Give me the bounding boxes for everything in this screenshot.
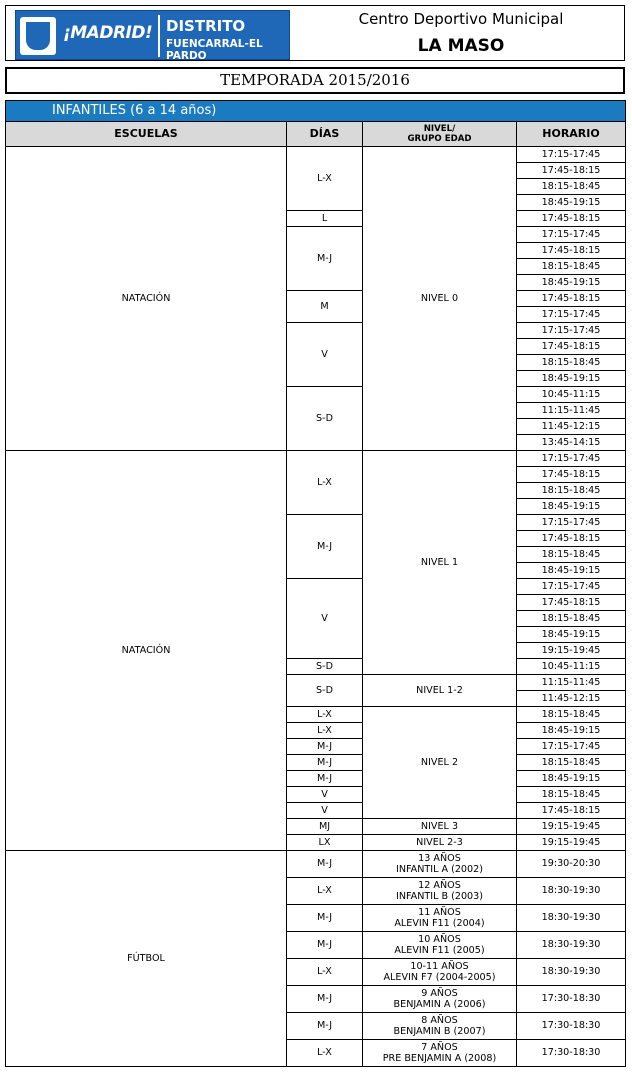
age-text: 12 AÑOS xyxy=(418,880,461,891)
time-cell: 18:45-19:15 xyxy=(517,771,626,787)
group-text: PRE BENJAMIN A (2008) xyxy=(382,1053,497,1064)
days-cell: M-J xyxy=(287,227,363,291)
time-cell: 18:30-19:30 xyxy=(517,878,626,905)
days-cell: S-D xyxy=(287,675,363,707)
days-cell: S-D xyxy=(287,659,363,675)
days-cell: M-J xyxy=(287,1013,363,1040)
time-cell: 17:15-17:45 xyxy=(517,307,626,323)
days-cell: M-J xyxy=(287,851,363,878)
section-title: INFANTILES (6 a 14 años) xyxy=(6,101,626,122)
time-cell: 19:30-20:30 xyxy=(517,851,626,878)
group-text: ALEVIN F11 (2005) xyxy=(394,945,485,956)
time-cell: 11:45-12:15 xyxy=(517,691,626,707)
days-cell: V xyxy=(287,803,363,819)
time-cell: 17:30-18:30 xyxy=(517,986,626,1013)
days-cell: V xyxy=(287,787,363,803)
column-header-nivel-line1: NIVEL/ xyxy=(423,124,456,134)
page-header xyxy=(5,5,625,61)
time-cell: 17:15-17:45 xyxy=(517,579,626,595)
days-cell: MJ xyxy=(287,819,363,835)
age-group-cell xyxy=(363,986,517,1013)
time-cell: 19:15-19:45 xyxy=(517,643,626,659)
days-cell: L-X xyxy=(287,723,363,739)
days-cell: L-X xyxy=(287,959,363,986)
time-cell: 18:15-18:45 xyxy=(517,611,626,627)
column-header-nivel-line2: GRUPO EDAD xyxy=(407,134,472,144)
time-cell: 18:30-19:30 xyxy=(517,959,626,986)
time-cell: 11:15-11:45 xyxy=(517,675,626,691)
age-group-cell xyxy=(363,932,517,959)
time-cell: 18:15-18:45 xyxy=(517,355,626,371)
time-cell: 11:15-11:45 xyxy=(517,403,626,419)
time-cell: 18:30-19:30 xyxy=(517,932,626,959)
header-subtitle: Centro Deportivo Municipal xyxy=(358,10,564,28)
age-group-cell xyxy=(363,1040,517,1067)
level-cell: NIVEL 1-2 xyxy=(363,675,517,707)
time-cell: 18:45-19:15 xyxy=(517,499,626,515)
days-cell: M-J xyxy=(287,932,363,959)
age-group-cell xyxy=(363,905,517,932)
days-cell: L xyxy=(287,211,363,227)
time-cell: 17:15-17:45 xyxy=(517,515,626,531)
level-cell: NIVEL 2-3 xyxy=(363,835,517,851)
time-cell: 17:30-18:30 xyxy=(517,1013,626,1040)
level-cell: NIVEL 0 xyxy=(363,147,517,451)
days-cell: M-J xyxy=(287,739,363,755)
days-cell: LX xyxy=(287,835,363,851)
age-text: 10-11 AÑOS xyxy=(410,961,469,972)
days-cell: L-X xyxy=(287,451,363,515)
column-header-nivel xyxy=(363,122,517,147)
column-header-row xyxy=(6,122,626,147)
level-cell: NIVEL 3 xyxy=(363,819,517,835)
column-header-escuelas: ESCUELAS xyxy=(6,122,287,147)
time-cell: 18:45-19:15 xyxy=(517,275,626,291)
age-group-cell xyxy=(363,878,517,905)
column-header-horario: HORARIO xyxy=(517,122,626,147)
time-cell: 10:45-11:15 xyxy=(517,387,626,403)
days-cell: M-J xyxy=(287,986,363,1013)
time-cell: 17:45-18:15 xyxy=(517,243,626,259)
time-cell: 17:45-18:15 xyxy=(517,339,626,355)
group-text: ALEVIN F11 (2004) xyxy=(394,918,485,929)
time-cell: 18:45-19:15 xyxy=(517,371,626,387)
time-cell: 18:15-18:45 xyxy=(517,787,626,803)
time-cell: 18:15-18:45 xyxy=(517,707,626,723)
time-cell: 18:45-19:15 xyxy=(517,195,626,211)
age-text: 10 AÑOS xyxy=(418,934,461,945)
age-group-cell xyxy=(363,959,517,986)
days-cell: V xyxy=(287,323,363,387)
level-cell: NIVEL 1 xyxy=(363,451,517,675)
age-text: 7 AÑOS xyxy=(421,1042,458,1053)
days-cell: V xyxy=(287,579,363,659)
time-cell: 17:45-18:15 xyxy=(517,291,626,307)
time-cell: 13:45-14:15 xyxy=(517,435,626,451)
time-cell: 18:15-18:45 xyxy=(517,547,626,563)
days-cell: L-X xyxy=(287,878,363,905)
time-cell: 18:15-18:45 xyxy=(517,259,626,275)
logo-madrid-text: ¡MADRID! xyxy=(63,23,153,43)
group-text: BENJAMIN A (2006) xyxy=(393,999,486,1010)
age-text: 8 AÑOS xyxy=(421,1015,458,1026)
season-title: TEMPORADA 2015/2016 xyxy=(5,67,625,94)
days-cell: M-J xyxy=(287,515,363,579)
days-cell: S-D xyxy=(287,387,363,451)
age-text: 9 AÑOS xyxy=(421,988,458,999)
time-cell: 18:45-19:15 xyxy=(517,723,626,739)
school-cell: FÚTBOL xyxy=(6,851,287,1067)
time-cell: 18:15-18:45 xyxy=(517,755,626,771)
time-cell: 17:45-18:15 xyxy=(517,467,626,483)
age-group-cell xyxy=(363,1013,517,1040)
days-cell: M-J xyxy=(287,755,363,771)
time-cell: 19:15-19:45 xyxy=(517,835,626,851)
time-cell: 17:45-18:15 xyxy=(517,803,626,819)
days-cell: L-X xyxy=(287,1040,363,1067)
time-cell: 17:30-18:30 xyxy=(517,1040,626,1067)
time-cell: 17:15-17:45 xyxy=(517,451,626,467)
days-cell: M xyxy=(287,291,363,323)
school-cell: NATACIÓN xyxy=(6,147,287,451)
header-title: LA MASO xyxy=(417,36,505,56)
days-cell: L-X xyxy=(287,707,363,723)
school-cell: NATACIÓN xyxy=(6,451,287,851)
schedule-table xyxy=(5,100,626,1067)
time-cell: 19:15-19:45 xyxy=(517,819,626,835)
logo-district-name: FUENCARRAL-EL PARDO xyxy=(166,38,263,62)
time-cell: 17:15-17:45 xyxy=(517,323,626,339)
madrid-shield-icon xyxy=(20,17,56,55)
time-cell: 18:45-19:15 xyxy=(517,627,626,643)
logo-divider xyxy=(158,15,160,57)
group-text: INFANTIL A (2002) xyxy=(396,864,483,875)
days-cell: L-X xyxy=(287,147,363,211)
section-banner xyxy=(6,101,626,122)
time-cell: 17:15-17:45 xyxy=(517,739,626,755)
age-text: 11 AÑOS xyxy=(418,907,461,918)
logo-distrito-text: DISTRITO xyxy=(166,17,246,35)
group-text: INFANTIL B (2003) xyxy=(396,891,483,902)
time-cell: 18:45-19:15 xyxy=(517,563,626,579)
level-cell: NIVEL 2 xyxy=(363,707,517,819)
column-header-dias: DÍAS xyxy=(287,122,363,147)
group-text: ALEVIN F7 (2004-2005) xyxy=(383,972,496,983)
time-cell: 17:45-18:15 xyxy=(517,211,626,227)
table-row xyxy=(6,851,626,878)
days-cell: M-J xyxy=(287,771,363,787)
time-cell: 17:45-18:15 xyxy=(517,163,626,179)
group-text: BENJAMIN B (2007) xyxy=(393,1026,486,1037)
age-text: 13 AÑOS xyxy=(418,853,461,864)
time-cell: 17:45-18:15 xyxy=(517,595,626,611)
time-cell: 17:15-17:45 xyxy=(517,227,626,243)
time-cell: 18:15-18:45 xyxy=(517,179,626,195)
time-cell: 17:45-18:15 xyxy=(517,531,626,547)
days-cell: M-J xyxy=(287,905,363,932)
time-cell: 11:45-12:15 xyxy=(517,419,626,435)
table-row xyxy=(6,147,626,163)
time-cell: 18:15-18:45 xyxy=(517,483,626,499)
table-row xyxy=(6,451,626,467)
madrid-district-logo xyxy=(15,10,290,60)
time-cell: 10:45-11:15 xyxy=(517,659,626,675)
age-group-cell xyxy=(363,851,517,878)
time-cell: 17:15-17:45 xyxy=(517,147,626,163)
time-cell: 18:30-19:30 xyxy=(517,905,626,932)
